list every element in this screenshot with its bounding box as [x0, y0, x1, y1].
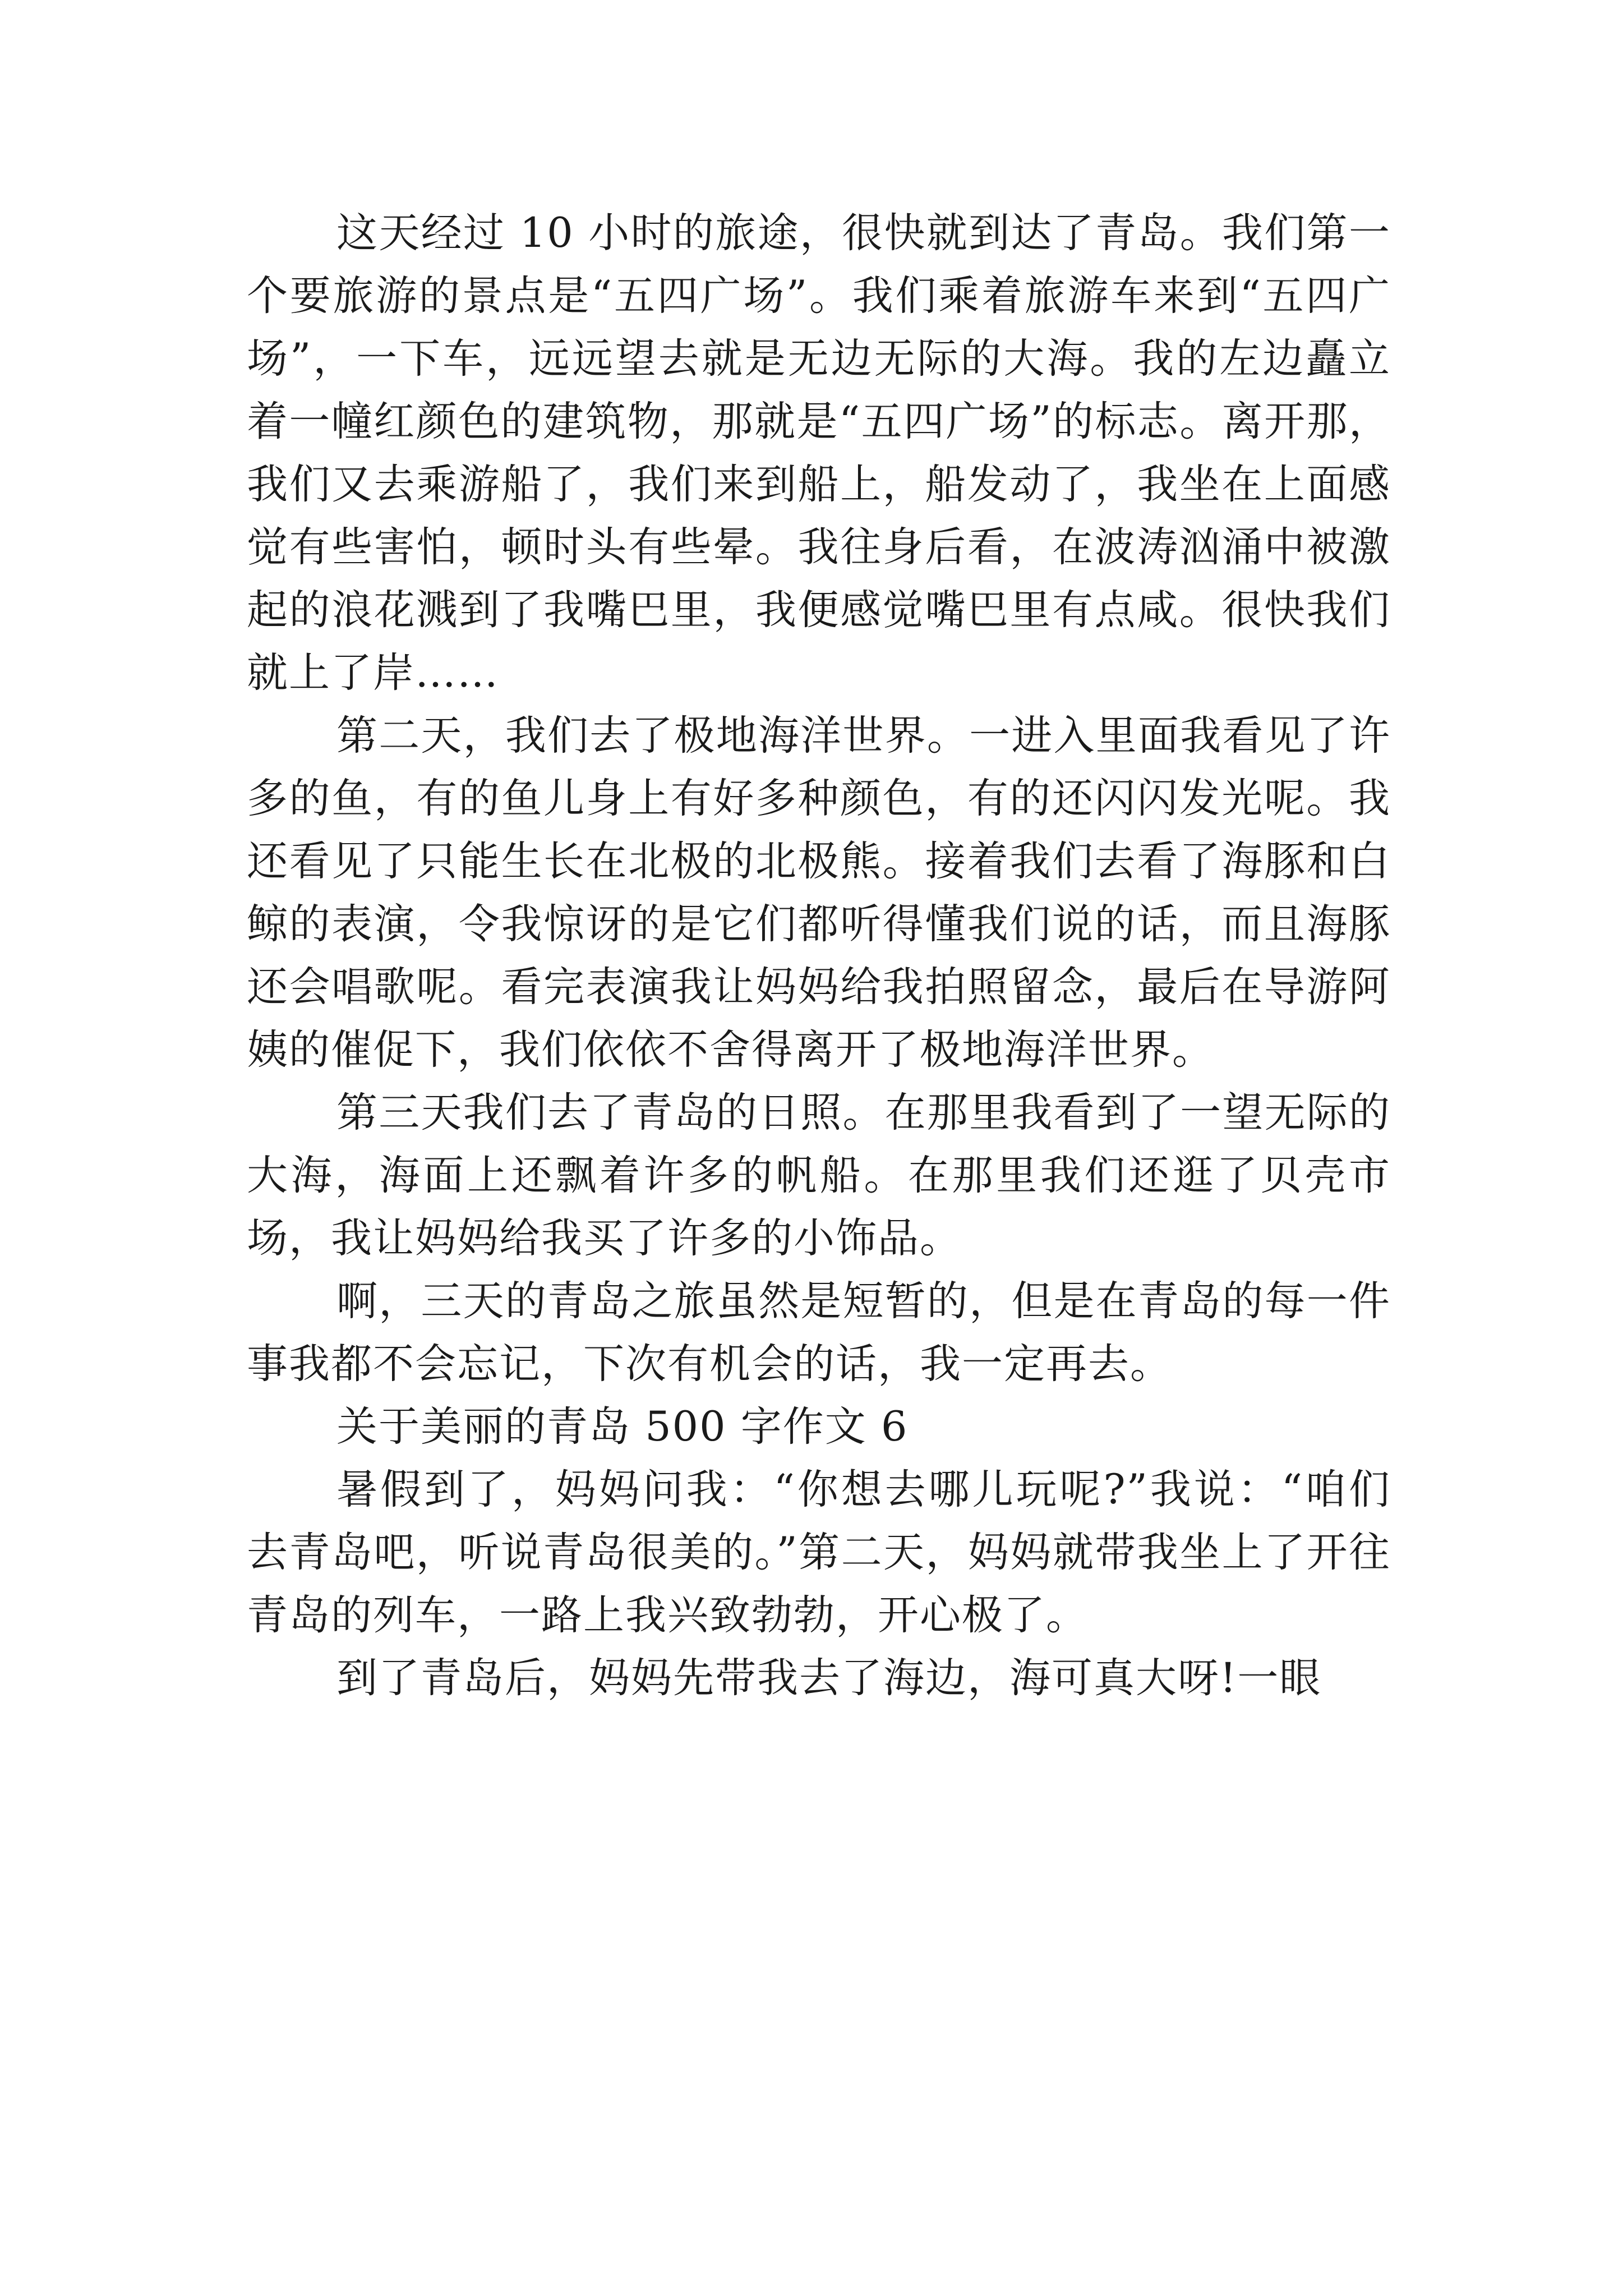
paragraph-day-three: 第三天我们去了青岛的日照。在那里我看到了一望无际的大海，海面上还飘着许多的帆船。在那里我们还逛了贝壳市场，我让妈妈给我买了许多的小饰品。	[247, 1089, 1391, 1262]
paragraph-summer-vacation: 暑假到了，妈妈问我：“你想去哪儿玩呢?”我说：“咱们去青岛吧，听说青岛很美的。”第二天，妈妈就带我坐上了开往青岛的列车，一路上我兴致勃勃，开心极了。	[247, 1466, 1391, 1639]
paragraph-conclusion: 啊，三天的青岛之旅虽然是短暂的，但是在青岛的每一件事我都不会忘记，下次有机会的话，我一定再去。	[247, 1277, 1391, 1388]
paragraph-seaside: 到了青岛后，妈妈先带我去了海边，海可真大呀!一眼	[336, 1654, 1322, 1702]
article-body	[247, 202, 1391, 1710]
paragraph-arrival: 这天经过 10 小时的旅途，很快就到达了青岛。我们第一个要旅游的景点是“五四广场”。我们乘着旅游车来到“五四广场”，一下车，远远望去就是无边无际的大海。我的左边矗立着一幢红颜色的建筑物，那就是“五四广场”的标志。离开那，我们又去乘游船了，我们来到船上，船发动了，我坐在上面感觉有些害怕，顿时头有些晕。我往身后看，在波涛汹涌中被激起的浪花溅到了我嘴巴里，我便感觉嘴巴里有点咸。很快我们就上了岸……	[247, 209, 1391, 697]
essay-heading: 关于美丽的青岛 500 字作文 6	[336, 1403, 909, 1451]
paragraph-day-two: 第二天，我们去了极地海洋世界。一进入里面我看见了许多的鱼，有的鱼儿身上有好多种颜色，有的还闪闪发光呢。我还看见了只能生长在北极的北极熊。接着我们去看了海豚和白鲸的表演，令我惊讶的是它们都听得懂我们说的话，而且海豚还会唱歌呢。看完表演我让妈妈给我拍照留念，最后在导游阿姨的催促下，我们依依不舍得离开了极地海洋世界。	[247, 712, 1391, 1074]
